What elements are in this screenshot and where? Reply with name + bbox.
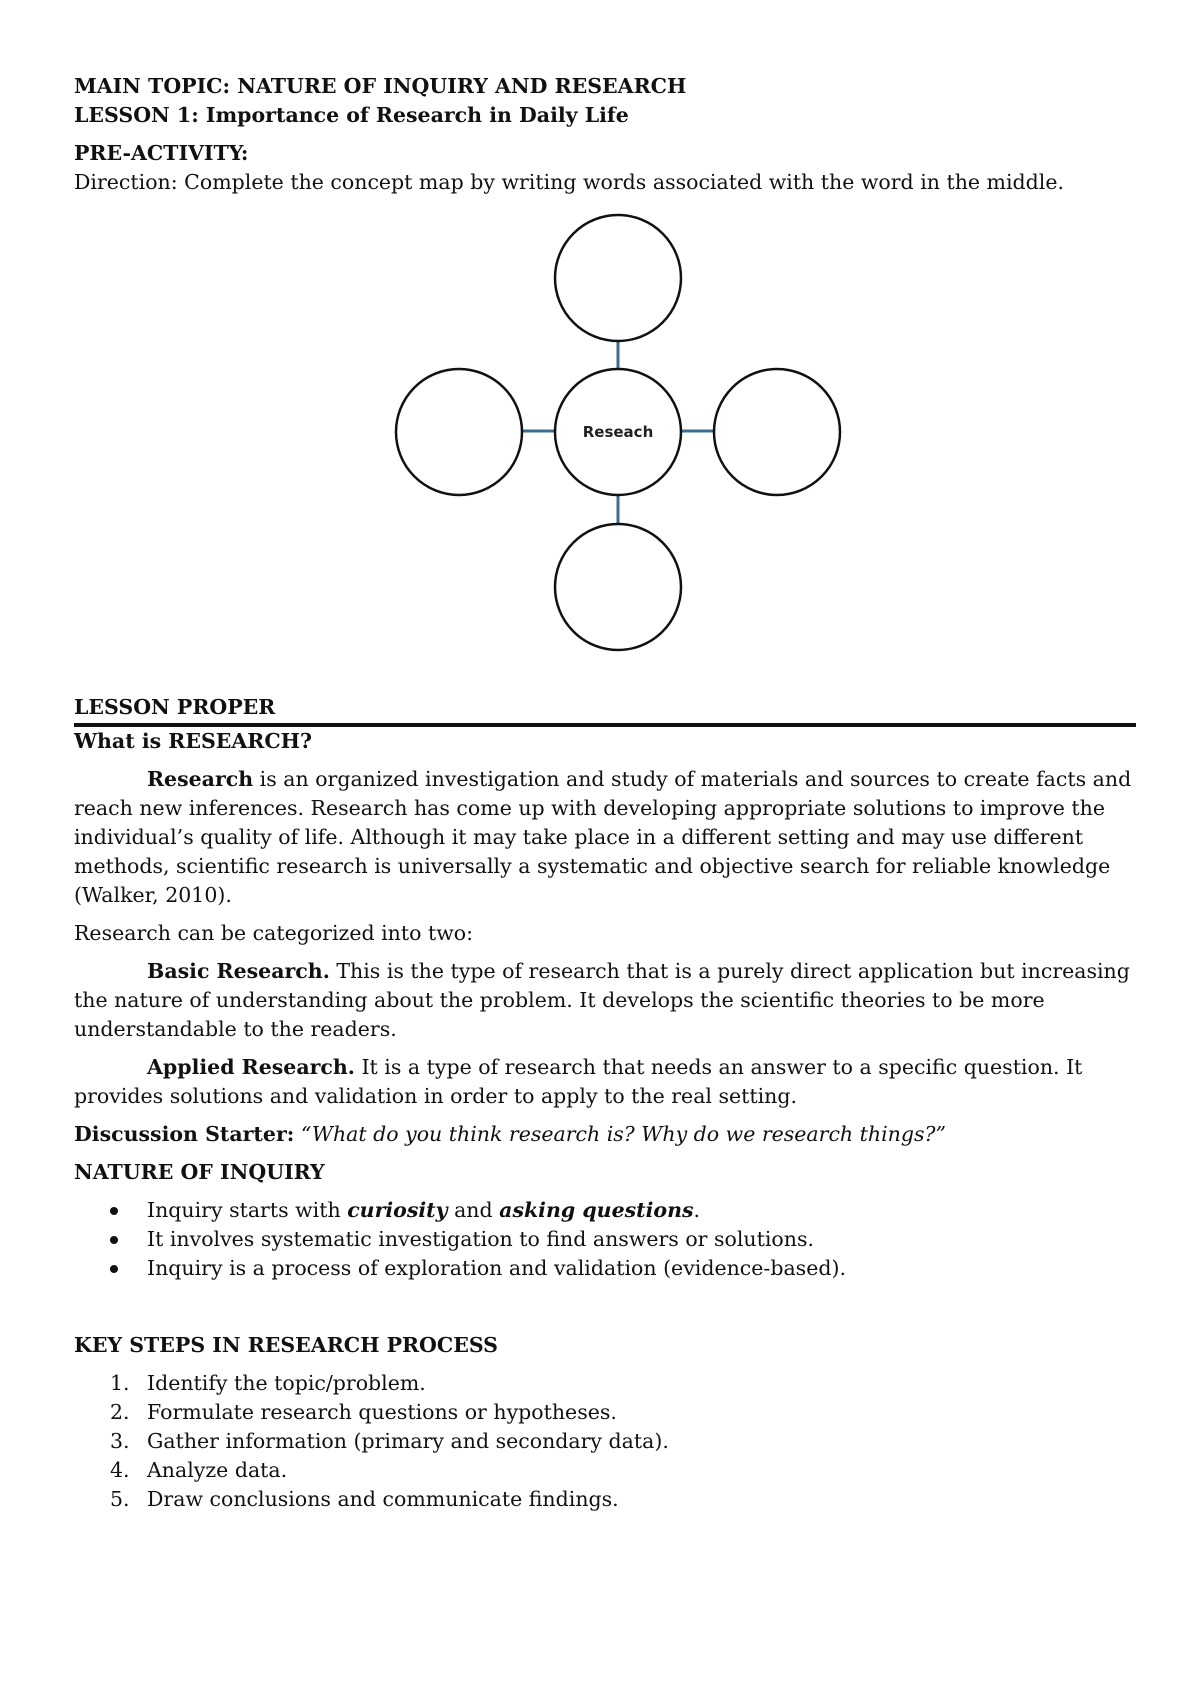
list-item [74, 1196, 1136, 1225]
what-is-research-heading: What is RESEARCH? [74, 729, 313, 753]
asking-questions-emphasis: asking questions [499, 1198, 694, 1222]
list-item [74, 1398, 1136, 1427]
concept-circle-top [555, 215, 681, 341]
basic-research-text: This is the type of research that is a purely direct application but increasing the nature of understanding about the problem. It develops the scientific theories to be more understandable to the readers. [74, 959, 1130, 1041]
list-item [74, 1456, 1136, 1485]
concept-circle-bottom [555, 524, 681, 650]
step-number: 3. [110, 1429, 130, 1453]
bullet-text: Inquiry is a process of exploration and validation (evidence-based). [147, 1256, 846, 1280]
basic-research-paragraph [74, 957, 1136, 1044]
inquiry-bullet-list [74, 1196, 1136, 1283]
bullet-text: It involves systematic investigation to find answers or solutions. [147, 1227, 815, 1251]
list-item [74, 1485, 1136, 1514]
step-number: 4. [110, 1458, 130, 1482]
step-text: Identify the topic/problem. [147, 1371, 426, 1395]
nature-of-inquiry-heading: NATURE OF INQUIRY [74, 1160, 325, 1184]
lesson-proper-heading: LESSON PROPER [74, 693, 1136, 727]
bullet-text-pre: Inquiry starts with [147, 1198, 348, 1222]
pre-activity-direction: Direction: Complete the concept map by writing words associated with the word in the middle. [74, 170, 1065, 194]
step-number: 1. [110, 1371, 130, 1395]
discussion-starter [74, 1120, 1136, 1149]
research-definition-text: is an organized investigation and study of materials and sources to create facts and reach new inferences. Research has come up with developing appropriate solutions to improve the individual’s quality of life. Although it may take place in a different setting and may use different methods, scientific research is universally a systematic and objective search for reliable knowledge (Walker, 2010). [74, 767, 1132, 907]
research-term: Research [147, 767, 254, 791]
bullet-icon [110, 1236, 118, 1244]
concept-map-graphic [74, 206, 1136, 693]
list-item [74, 1427, 1136, 1456]
pre-activity-heading: PRE-ACTIVITY: [74, 141, 249, 165]
curiosity-emphasis: curiosity [347, 1198, 448, 1222]
main-topic-heading: MAIN TOPIC: NATURE OF INQUIRY AND RESEARCH [74, 74, 687, 98]
categories-intro: Research can be categorized into two: [74, 921, 473, 945]
basic-research-term: Basic Research. [147, 959, 330, 983]
list-item [74, 1254, 1136, 1283]
step-text: Gather information (primary and secondary data). [147, 1429, 669, 1453]
list-item [74, 1369, 1136, 1398]
bullet-icon [110, 1207, 118, 1215]
discussion-label: Discussion Starter: [74, 1122, 295, 1146]
research-definition [74, 765, 1136, 910]
step-text: Analyze data. [147, 1458, 288, 1482]
applied-research-term: Applied Research. [147, 1055, 355, 1079]
step-number: 5. [110, 1487, 130, 1511]
bullet-text-end: . [693, 1198, 701, 1222]
worksheet-page [74, 72, 1136, 1514]
concept-circle-right [714, 369, 840, 495]
bullet-text-mid: and [447, 1198, 500, 1222]
concept-map [74, 206, 1136, 693]
list-item [74, 1225, 1136, 1254]
step-number: 2. [110, 1400, 130, 1424]
applied-research-text: It is a type of research that needs an answer to a specific question. It provides solutions and validation in order to apply to the real setting. [74, 1055, 1083, 1108]
step-text: Formulate research questions or hypotheses. [147, 1400, 617, 1424]
lesson-title: LESSON 1: Importance of Research in Daily Life [74, 103, 629, 127]
applied-research-paragraph [74, 1053, 1136, 1111]
step-text: Draw conclusions and communicate findings. [147, 1487, 619, 1511]
concept-center-label: Reseach [582, 423, 654, 441]
discussion-quote: “What do you think research is? Why do we research things?” [294, 1122, 946, 1146]
key-steps-heading: KEY STEPS IN RESEARCH PROCESS [74, 1333, 498, 1357]
concept-circle-left [396, 369, 522, 495]
bullet-icon [110, 1265, 118, 1273]
key-steps-list [74, 1369, 1136, 1514]
